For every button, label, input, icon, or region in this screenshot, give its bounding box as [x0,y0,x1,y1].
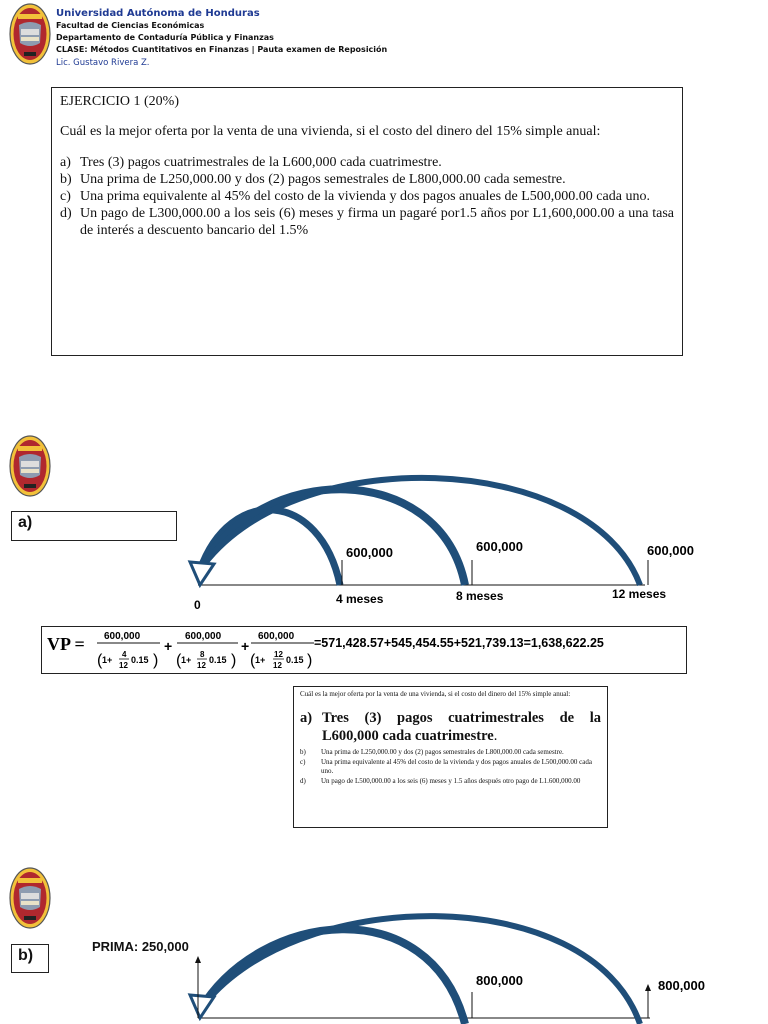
amount-label: 600,000 [647,543,694,558]
amount-label: 800,000 [476,973,523,988]
svg-text:): ) [307,652,313,669]
svg-text:12: 12 [273,661,282,670]
svg-text:1+: 1+ [102,655,113,665]
time-label: 4 meses [336,592,384,606]
option-b: b) Una prima de L250,000.00 y dos (2) pagos semestrales de L800,000.00 cada semestre. [60,172,566,187]
university-seal-logo [9,435,51,497]
exercise-question: Cuál es la mejor oferta por la venta de una vivienda, si el costo del dinero del 15% simple anual: [60,124,601,139]
svg-text:600,000: 600,000 [104,631,141,642]
svg-text:0.15: 0.15 [209,655,227,665]
university-name: Universidad Autónoma de Honduras [56,8,260,19]
faculty-name: Facultad de Ciencias Económicas [56,21,205,30]
formula-result: =571,428.57+545,454.55+521,739.13=1,638,622.25 [314,636,604,650]
class-name: CLASE: Métodos Cuantitativos en Finanzas | Pauta examen de Reposición [56,45,388,54]
department-name: Departamento de Contaduría Pública y Finanzas [56,33,274,42]
svg-text:): ) [231,652,237,669]
section-b-label: b) [11,944,49,973]
svg-text:12: 12 [119,661,128,670]
amount-label: 600,000 [476,539,523,554]
time-label: 12 meses [612,587,667,601]
time-label: 0 [194,598,201,612]
document-header [56,8,387,69]
formula-term [97,631,160,670]
option-c: c) Una prima equivalente al 45% del costo de la vivienda y dos pagos anuales de L500,000.00 cada uno. [60,189,650,204]
svg-text:8: 8 [200,650,205,659]
svg-text:+: + [164,638,173,654]
university-seal-logo [9,867,51,929]
svg-text:1+: 1+ [255,655,266,665]
amount-label: 600,000 [346,545,393,560]
present-value-formula [41,626,687,674]
mini-option-b: b) Una prima de L250,000.00 y dos (2) pagos semestrales de L800,000.00 cada semestre. [300,747,564,756]
svg-text:600,000: 600,000 [258,631,295,642]
exercise-title: EJERCICIO 1 (20%) [60,94,179,109]
svg-text:+: + [241,638,250,654]
option-d: d) Un pago de L300,000.00 a los seis (6) meses y firma un pagaré por1.5 años por L1,600,000.00 a una tasa de interés a descuento bancario del 1.5% [60,206,674,238]
svg-text:600,000: 600,000 [185,631,222,642]
formula-term [250,631,314,670]
svg-text:): ) [153,652,159,669]
university-seal-logo [9,3,51,65]
formula-lhs: VP = [47,634,85,654]
mini-summary-box [293,686,608,828]
formula-term [176,631,238,670]
mini-option-a: a) Tres (3) pagos cuatrimestrales de la L600,000 cada cuatrimestre. [300,709,601,744]
timeline-diagram-a [170,470,730,620]
time-label: 8 meses [456,589,504,603]
svg-text:0.15: 0.15 [286,655,304,665]
svg-text:(: ( [250,652,256,669]
mini-option-c: c) Una prima equivalente al 45% del costo de la vivienda y dos pagos anuales de L500,000.00 cada uno. [300,758,592,775]
mini-option-d: d) Un pago de L500,000.00 a los seis (6) meses y 1.5 años después otro pago de L1.600,000.00 [300,777,581,785]
timeline-diagram-b [170,900,730,1024]
svg-text:4: 4 [122,650,127,659]
amount-label: 800,000 [658,978,705,993]
option-a: a) Tres (3) pagos cuatrimestrales de la L600,000 cada cuatrimestre. [60,155,442,170]
prima-label: PRIMA: 250,000 [92,939,189,954]
exercise-box [51,87,683,356]
mini-question: Cuál es la mejor oferta por la venta de una vivienda, si el costo del dinero del 15% simple anual: [300,690,571,698]
professor-name: Lic. Gustavo Rivera Z. [56,58,150,68]
exercise-options [60,154,674,239]
svg-text:(: ( [176,652,182,669]
svg-text:(: ( [97,652,103,669]
svg-text:0.15: 0.15 [131,655,149,665]
svg-text:12: 12 [274,650,283,659]
section-a-label: a) [11,511,177,541]
svg-text:1+: 1+ [181,655,192,665]
svg-text:12: 12 [197,661,206,670]
